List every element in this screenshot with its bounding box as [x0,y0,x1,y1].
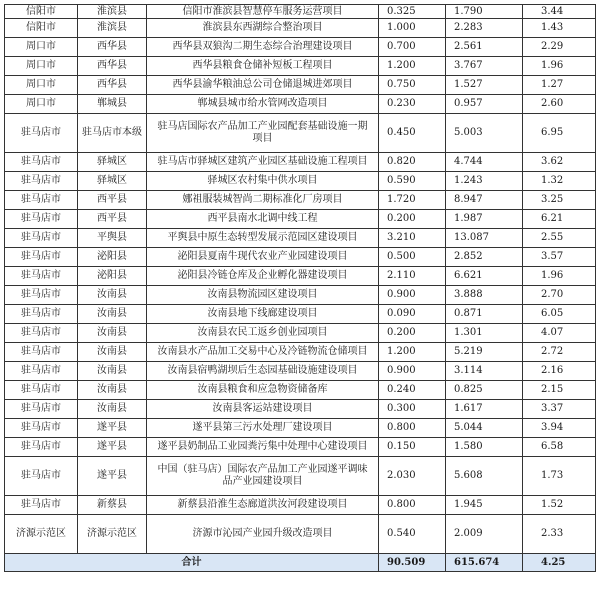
county-cell: 平舆县 [78,229,147,248]
value-cell-1: 3.210 [379,229,446,248]
city-cell: 济源示范区 [5,515,78,554]
project-name-cell: 娜祖服装城智尚二期标准化厂房项目 [147,191,379,210]
total-value-3: 4.25 [523,554,596,572]
county-cell: 遂平县 [78,457,147,496]
city-cell: 驻马店市 [5,324,78,343]
value-cell-2: 1.790 [446,5,523,19]
project-name-cell: 西华县粮食仓储补短板工程项目 [147,57,379,76]
value-cell-2: 2.561 [446,38,523,57]
table-row [5,19,596,38]
value-cell-2: 8.947 [446,191,523,210]
table-row [5,305,596,324]
table-row [5,267,596,286]
value-cell-2: 2.009 [446,515,523,554]
project-name-cell: 汝南县地下线廊建设项目 [147,305,379,324]
project-name-cell: 西华县渝华粮油总公司仓储退城进郊项目 [147,76,379,95]
value-cell-2: 1.580 [446,438,523,457]
value-cell-2: 0.871 [446,305,523,324]
county-cell: 淮滨县 [78,5,147,19]
county-cell: 西平县 [78,191,147,210]
value-cell-1: 0.325 [379,5,446,19]
county-cell: 西华县 [78,57,147,76]
city-cell: 驻马店市 [5,419,78,438]
value-cell-1: 0.200 [379,324,446,343]
county-cell: 汝南县 [78,286,147,305]
value-cell-2: 0.957 [446,95,523,114]
total-value-1: 90.509 [379,554,446,572]
project-name-cell: 信阳市淮滨县智慧停车服务运营项目 [147,5,379,19]
table-row [5,457,596,496]
table-row [5,57,596,76]
table-row [5,95,596,114]
value-cell-3: 1.96 [523,57,596,76]
value-cell-3: 3.25 [523,191,596,210]
county-cell: 泌阳县 [78,267,147,286]
county-cell: 西平县 [78,210,147,229]
value-cell-2: 3.114 [446,362,523,381]
city-cell: 信阳市 [5,5,78,19]
city-cell: 驻马店市 [5,210,78,229]
county-cell: 驻马店市本级 [78,114,147,153]
value-cell-3: 2.16 [523,362,596,381]
value-cell-1: 0.150 [379,438,446,457]
value-cell-1: 0.090 [379,305,446,324]
project-name-cell: 汝南县物流园区建设项目 [147,286,379,305]
value-cell-1: 0.230 [379,95,446,114]
value-cell-2: 0.825 [446,381,523,400]
value-cell-1: 0.300 [379,400,446,419]
value-cell-3: 4.07 [523,324,596,343]
value-cell-2: 1.243 [446,172,523,191]
table-row [5,381,596,400]
value-cell-2: 3.767 [446,57,523,76]
county-cell: 汝南县 [78,362,147,381]
value-cell-2: 1.987 [446,210,523,229]
project-name-cell: 郸城县城市给水管网改造项目 [147,95,379,114]
city-cell: 驻马店市 [5,229,78,248]
project-name-cell: 驿城区农村集中供水项目 [147,172,379,191]
total-value-2: 615.674 [446,554,523,572]
city-cell: 周口市 [5,95,78,114]
value-cell-3: 6.58 [523,438,596,457]
project-name-cell: 平舆县中原生态转型发展示范园区建设项目 [147,229,379,248]
project-name-cell: 泌阳县冷链仓库及企业孵化器建设项目 [147,267,379,286]
value-cell-2: 4.744 [446,153,523,172]
value-cell-2: 13.087 [446,229,523,248]
value-cell-3: 1.43 [523,19,596,38]
city-cell: 驻马店市 [5,191,78,210]
table-row [5,419,596,438]
city-cell: 驻马店市 [5,267,78,286]
city-cell: 周口市 [5,57,78,76]
value-cell-1: 1.720 [379,191,446,210]
value-cell-2: 3.888 [446,286,523,305]
project-name-cell: 中国（驻马店）国际农产品加工产业园遂平调味品产业园建设项目 [147,457,379,496]
table-row [5,76,596,95]
value-cell-1: 0.700 [379,38,446,57]
value-cell-1: 2.110 [379,267,446,286]
project-name-cell: 淮滨县东西湖综合整治项目 [147,19,379,38]
county-cell: 淮滨县 [78,19,147,38]
value-cell-3: 3.57 [523,248,596,267]
value-cell-2: 1.617 [446,400,523,419]
value-cell-3: 1.52 [523,496,596,515]
value-cell-3: 1.32 [523,172,596,191]
city-cell: 驻马店市 [5,457,78,496]
county-cell: 济源示范区 [78,515,147,554]
city-cell: 驻马店市 [5,114,78,153]
value-cell-3: 2.29 [523,38,596,57]
city-cell: 驻马店市 [5,400,78,419]
value-cell-3: 3.62 [523,153,596,172]
value-cell-3: 3.37 [523,400,596,419]
value-cell-2: 5.608 [446,457,523,496]
county-cell: 新蔡县 [78,496,147,515]
value-cell-1: 0.820 [379,153,446,172]
value-cell-3: 2.70 [523,286,596,305]
value-cell-2: 1.301 [446,324,523,343]
table-row [5,362,596,381]
project-name-cell: 泌阳县夏南牛现代农业产业园建设项目 [147,248,379,267]
value-cell-1: 0.800 [379,419,446,438]
project-name-cell: 西平县南水北调中线工程 [147,210,379,229]
city-cell: 驻马店市 [5,248,78,267]
county-cell: 郸城县 [78,95,147,114]
city-cell: 周口市 [5,76,78,95]
table-row [5,229,596,248]
value-cell-1: 0.590 [379,172,446,191]
value-cell-2: 5.003 [446,114,523,153]
county-cell: 驿城区 [78,172,147,191]
total-label: 合计 [5,554,379,572]
value-cell-2: 2.852 [446,248,523,267]
value-cell-3: 2.55 [523,229,596,248]
total-row [5,554,596,572]
table-row [5,324,596,343]
value-cell-1: 0.200 [379,210,446,229]
value-cell-2: 1.527 [446,76,523,95]
city-cell: 驻马店市 [5,172,78,191]
value-cell-1: 1.200 [379,343,446,362]
county-cell: 汝南县 [78,324,147,343]
county-cell: 西华县 [78,38,147,57]
city-cell: 驻马店市 [5,153,78,172]
table-row [5,248,596,267]
county-cell: 西华县 [78,76,147,95]
value-cell-1: 0.450 [379,114,446,153]
county-cell: 泌阳县 [78,248,147,267]
city-cell: 驻马店市 [5,381,78,400]
value-cell-1: 0.500 [379,248,446,267]
city-cell: 驻马店市 [5,438,78,457]
county-cell: 汝南县 [78,343,147,362]
value-cell-3: 3.44 [523,5,596,19]
project-name-cell: 汝南县客运站建设项目 [147,400,379,419]
value-cell-2: 1.945 [446,496,523,515]
bond-project-table [4,4,596,572]
city-cell: 驻马店市 [5,343,78,362]
value-cell-1: 0.750 [379,76,446,95]
project-name-cell: 汝南县宿鸭湖坝后生态园基础设施建设项目 [147,362,379,381]
project-name-cell: 驻马店市驿城区建筑产业园区基础设施工程项目 [147,153,379,172]
value-cell-3: 1.96 [523,267,596,286]
table-row [5,343,596,362]
county-cell: 汝南县 [78,381,147,400]
table-row [5,38,596,57]
value-cell-3: 1.73 [523,457,596,496]
table-row [5,438,596,457]
county-cell: 汝南县 [78,400,147,419]
value-cell-2: 2.283 [446,19,523,38]
table-row [5,5,596,19]
value-cell-3: 3.94 [523,419,596,438]
value-cell-3: 6.05 [523,305,596,324]
table-row [5,400,596,419]
project-name-cell: 新蔡县沿淮生态廊道洪汝河段建设项目 [147,496,379,515]
table-row [5,515,596,554]
county-cell: 遂平县 [78,419,147,438]
table-row [5,172,596,191]
table-row [5,153,596,172]
project-name-cell: 遂平县第三污水处理厂建设项目 [147,419,379,438]
value-cell-3: 2.60 [523,95,596,114]
value-cell-3: 6.95 [523,114,596,153]
value-cell-1: 0.540 [379,515,446,554]
value-cell-3: 2.72 [523,343,596,362]
project-name-cell: 汝南县水产品加工交易中心及冷链物流仓储项目 [147,343,379,362]
city-cell: 驻马店市 [5,496,78,515]
county-cell: 遂平县 [78,438,147,457]
project-name-cell: 遂平县奶制品工业园粪污集中处理中心建设项目 [147,438,379,457]
table-row [5,286,596,305]
county-cell: 驿城区 [78,153,147,172]
table-row [5,210,596,229]
value-cell-3: 6.21 [523,210,596,229]
value-cell-1: 0.800 [379,496,446,515]
value-cell-3: 1.27 [523,76,596,95]
county-cell: 汝南县 [78,305,147,324]
table-row [5,496,596,515]
city-cell: 驻马店市 [5,362,78,381]
value-cell-1: 0.240 [379,381,446,400]
value-cell-3: 2.33 [523,515,596,554]
value-cell-1: 1.200 [379,57,446,76]
value-cell-2: 5.219 [446,343,523,362]
value-cell-1: 0.900 [379,286,446,305]
city-cell: 驻马店市 [5,305,78,324]
city-cell: 信阳市 [5,19,78,38]
city-cell: 驻马店市 [5,286,78,305]
value-cell-1: 0.900 [379,362,446,381]
table-row [5,191,596,210]
city-cell: 周口市 [5,38,78,57]
value-cell-1: 1.000 [379,19,446,38]
project-name-cell: 济源市沁园产业园升级改造项目 [147,515,379,554]
value-cell-3: 2.15 [523,381,596,400]
project-name-cell: 驻马店国际农产品加工产业园配套基础设施一期项目 [147,114,379,153]
project-name-cell: 汝南县粮食和应急物资储备库 [147,381,379,400]
value-cell-1: 2.030 [379,457,446,496]
table-row [5,114,596,153]
project-name-cell: 汝南县农民工返乡创业园项目 [147,324,379,343]
value-cell-2: 5.044 [446,419,523,438]
project-name-cell: 西华县双狼沟二期生态综合治理建设项目 [147,38,379,57]
value-cell-2: 6.621 [446,267,523,286]
